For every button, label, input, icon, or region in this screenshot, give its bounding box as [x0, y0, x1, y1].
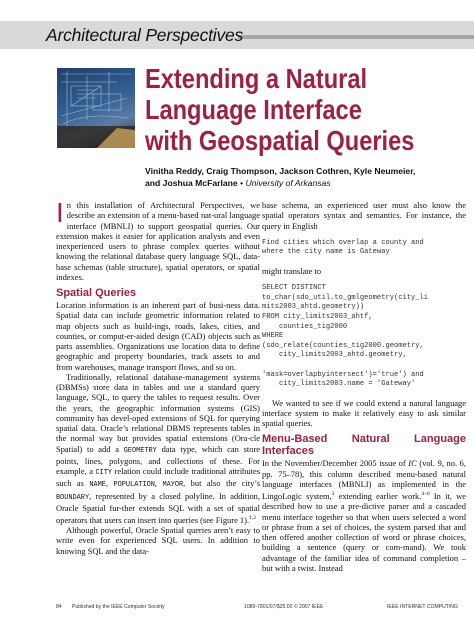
paragraph: We wanted to see if we could extend a natural language interface system to make it relatively easy to ask similar spatial queries.	[262, 397, 466, 429]
article-title	[145, 63, 420, 156]
drop-cap: I	[56, 197, 64, 228]
authors-line: and Joshua McFarlane	[145, 177, 238, 188]
page-footer	[0, 604, 474, 616]
heading-menu-based-nli: Menu-Based Natural Language Interfaces	[262, 433, 466, 458]
publisher: Published by the IEEE Computer Society	[72, 604, 165, 610]
paragraph: In the November/December 2005 issue of IC (vol. 9, no. 6, pp. 75–78), this column described menu-based natural language interfaces (MBNLI) as implemented in the LingoLogic system,$^3$ extending earlier work.$^{4-6}$ In it, we described how to use a pre-dictive parser and a cascaded menu interface together so that when users selected a word or phrase from a set of choices, the system parsed that and then offered another collection of word or phrase choices, building a sentence (query or com-mand). We took advantage of the familiar idea of command completion – but with a twist. Instead	[262, 458, 466, 573]
left-column	[56, 197, 260, 556]
journal-name: IEEE INTERNET COMPUTING	[387, 604, 458, 610]
title-line: with Geospatial Queries	[145, 125, 415, 156]
page-number: 84	[56, 604, 62, 610]
author-block	[145, 166, 465, 189]
title-line: Extending a Natural	[145, 63, 368, 94]
issn: 1089-7801/07/$25.00 © 2007 IEEE	[244, 604, 324, 610]
authors-line: Vinitha Reddy, Craig Thompson, Jackson Cothren, Kyle Neumeier,	[145, 166, 416, 176]
paragraph: might translate to	[262, 265, 322, 276]
paragraph: Traditionally, relational database-management systems (DBMSs) store data in tables and use a standard query language, SQL, to query the tables to request results. Over the years, the geographic information systems (GIS) community has devel-oped extensions of SQL for querying spatial data. Oracle’s relational DBMS represents tables in the normal way but provides spatial extensions (Ora-cle Spatial) to add a GEOMETRY data type, which can store points, lines, polygons, and collections of these. For example, a CITY relation could include traditional attributes such as NAME, POPULATION, MAYOR, but also the city’s BOUNDARY, represented by a closed polyline. In addition, Oracle Spatial fur-ther extends SQL with a set of spatial operators that users can insert into queries (see Figure 1).$^{1,2}$	[56, 371, 260, 525]
paragraph: base schema, an experienced user must also know the spatial operators syntax and semantics. For instance, the query in English	[262, 200, 466, 231]
code-block-sql: SELECT DISTINCT to_char(sdo_util.to_gmlgeometry(city_li mits2003_ahtd.geometry)) FROM city_limits2003_ahtf, counties_tig2000 WHERE (sdo_relate(counties_tig2000.geometry, city_limits2003_ahtd.geometry, 'mask=overlapbyintersect')='true') and city_limits2003.name = 'Gateway'	[262, 284, 429, 389]
affiliation: • University of Arkansas	[237, 177, 331, 188]
right-column	[262, 200, 466, 573]
section-header-rule	[238, 35, 474, 39]
title-line: Language Interface	[145, 94, 362, 125]
paragraph: Location information is an inherent part of busi-ness data. Spatial data can include geometric information related to map objects such as build-ings, roads, lakes, cities, and counties, or comput-er-aided design (CAD) objects such as parts assemblies. Organizations use location data to define geographic and property boundaries, track assets to and from warehouses, manage transport flows, and so on.	[56, 300, 260, 372]
heading-spatial-queries: Spatial Queries	[56, 287, 137, 299]
blueprint-image	[57, 68, 135, 148]
blueprint-drawing	[57, 68, 135, 148]
code-block-english-query: Find cities which overlap a county and where the city name is Gateway	[262, 238, 424, 257]
intro-paragraph: n this installation of Architectural Perspectives, we describe an extension of a menu-based nat-ural language interface (MBNLI) to support geospatial queries. Our extension makes it easier for application analysts and even inexperienced users to phrase complex queries without knowing the relational database query language SQL, data-base schemas (table structure), spatial operators, or spatial indexes.	[56, 200, 260, 282]
section-title: Architectural Perspectives	[46, 25, 244, 45]
paragraph: Although powerful, Oracle Spatial queries aren’t easy to write even for experienced SQL users. In addition to knowing SQL and the data-	[56, 525, 260, 556]
